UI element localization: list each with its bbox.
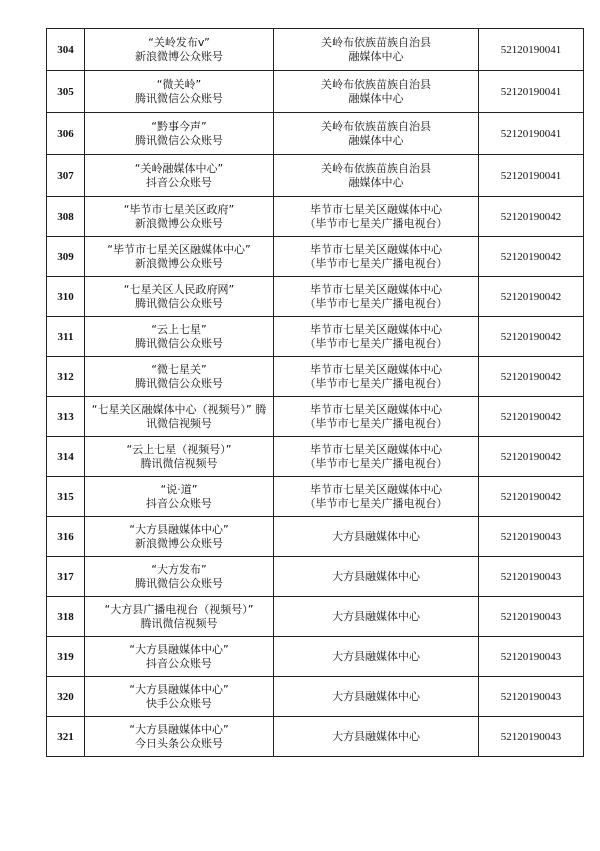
registration-code: 52120190043 xyxy=(479,557,584,597)
registration-code: 52120190042 xyxy=(479,317,584,357)
account-cell xyxy=(85,557,274,597)
row-number: 315 xyxy=(47,477,85,517)
unit-name: 关岭布依族苗族自治县 xyxy=(321,35,431,49)
registration-code: 52120190041 xyxy=(479,113,584,155)
unit-name-sub: （毕节市七星关广播电视台） xyxy=(304,336,448,350)
account-name: “关岭发布v” xyxy=(148,35,210,49)
account-platform: 新浪微博公众账号 xyxy=(135,216,223,230)
account-platform: 新浪微博公众账号 xyxy=(135,256,223,270)
unit-name-sub: （毕节市七星关广播电视台） xyxy=(304,496,448,510)
account-cell xyxy=(85,71,274,113)
account-cell xyxy=(85,597,274,637)
registration-code: 52120190042 xyxy=(479,477,584,517)
registration-code: 52120190041 xyxy=(479,155,584,197)
registration-code: 52120190042 xyxy=(479,237,584,277)
row-number: 305 xyxy=(47,71,85,113)
unit-name-sub: 融媒体中心 xyxy=(348,175,404,189)
row-number: 307 xyxy=(47,155,85,197)
unit-cell xyxy=(274,29,479,71)
unit-name: 大方县融媒体中心 xyxy=(332,729,420,743)
account-cell xyxy=(85,717,274,757)
table-row xyxy=(47,397,584,437)
account-name: “关岭融媒体中心” xyxy=(134,161,224,175)
account-platform: 腾讯微信公众账号 xyxy=(135,376,223,390)
table-row xyxy=(47,637,584,677)
registration-code: 52120190043 xyxy=(479,677,584,717)
account-name: “七星关区融媒体中心（视频号）” xyxy=(91,402,252,416)
account-platform: 快手公众账号 xyxy=(146,696,212,710)
account-name: “大方县融媒体中心” xyxy=(129,522,229,536)
table-row xyxy=(47,477,584,517)
unit-cell xyxy=(274,357,479,397)
unit-cell xyxy=(274,317,479,357)
account-platform: 抖音公众账号 xyxy=(146,656,212,670)
account-cell xyxy=(85,357,274,397)
registry-table xyxy=(46,28,584,757)
unit-name: 毕节市七星关区融媒体中心 xyxy=(310,482,442,496)
account-platform: 新浪微博公众账号 xyxy=(135,536,223,550)
registration-code: 52120190042 xyxy=(479,437,584,477)
unit-name-sub: 融媒体中心 xyxy=(348,49,404,63)
table-row xyxy=(47,237,584,277)
row-number: 317 xyxy=(47,557,85,597)
account-name: “大方县广播电视台（视频号）” xyxy=(104,602,254,616)
table-row xyxy=(47,677,584,717)
account-cell xyxy=(85,397,274,437)
table-row xyxy=(47,557,584,597)
account-name: “黔事今声” xyxy=(151,119,207,133)
row-number: 311 xyxy=(47,317,85,357)
account-name: “微七星关” xyxy=(151,362,207,376)
account-cell xyxy=(85,29,274,71)
unit-name: 大方县融媒体中心 xyxy=(332,609,420,623)
unit-cell xyxy=(274,437,479,477)
row-number: 316 xyxy=(47,517,85,557)
row-number: 304 xyxy=(47,29,85,71)
account-cell xyxy=(85,237,274,277)
account-platform: 腾讯微信公众账号 xyxy=(135,296,223,310)
account-name: “大方县融媒体中心” xyxy=(129,722,229,736)
unit-name: 毕节市七星关区融媒体中心 xyxy=(310,282,442,296)
unit-cell xyxy=(274,717,479,757)
table-row xyxy=(47,597,584,637)
unit-name-sub: （毕节市七星关广播电视台） xyxy=(304,456,448,470)
unit-name: 大方县融媒体中心 xyxy=(332,689,420,703)
table-row xyxy=(47,155,584,197)
row-number: 306 xyxy=(47,113,85,155)
account-platform: 腾讯微信视频号 xyxy=(140,456,218,470)
account-cell xyxy=(85,197,274,237)
registration-code: 52120190042 xyxy=(479,197,584,237)
unit-cell xyxy=(274,557,479,597)
unit-cell xyxy=(274,397,479,437)
row-number: 319 xyxy=(47,637,85,677)
account-name: “大方发布” xyxy=(151,562,207,576)
table-row xyxy=(47,197,584,237)
unit-name-sub: （毕节市七星关广播电视台） xyxy=(304,416,448,430)
account-platform: 今日头条公众账号 xyxy=(135,736,223,750)
registration-code: 52120190043 xyxy=(479,637,584,677)
unit-name: 毕节市七星关区融媒体中心 xyxy=(310,442,442,456)
unit-name: 毕节市七星关区融媒体中心 xyxy=(310,362,442,376)
unit-name: 关岭布依族苗族自治县 xyxy=(321,161,431,175)
account-name: “微关岭” xyxy=(156,77,202,91)
unit-cell xyxy=(274,677,479,717)
unit-cell xyxy=(274,155,479,197)
unit-name-sub: （毕节市七星关广播电视台） xyxy=(304,296,448,310)
table-row xyxy=(47,717,584,757)
unit-name: 毕节市七星关区融媒体中心 xyxy=(310,202,442,216)
row-number: 309 xyxy=(47,237,85,277)
table-row xyxy=(47,277,584,317)
account-platform: 腾讯微信视频号 xyxy=(140,616,218,630)
row-number: 321 xyxy=(47,717,85,757)
account-cell xyxy=(85,677,274,717)
unit-cell xyxy=(274,197,479,237)
unit-name: 大方县融媒体中心 xyxy=(332,529,420,543)
registration-code: 52120190041 xyxy=(479,29,584,71)
account-platform: 抖音公众账号 xyxy=(146,496,212,510)
row-number: 313 xyxy=(47,397,85,437)
unit-cell xyxy=(274,517,479,557)
unit-cell xyxy=(274,477,479,517)
unit-name: 毕节市七星关区融媒体中心 xyxy=(310,242,442,256)
table-row xyxy=(47,29,584,71)
row-number: 318 xyxy=(47,597,85,637)
unit-cell xyxy=(274,597,479,637)
unit-name-sub: （毕节市七星关广播电视台） xyxy=(304,216,448,230)
account-name: “大方县融媒体中心” xyxy=(129,682,229,696)
unit-cell xyxy=(274,237,479,277)
account-platform: 抖音公众账号 xyxy=(146,175,212,189)
account-name: “毕节市七星关区融媒体中心” xyxy=(107,242,251,256)
account-name: “毕节市七星关区政府” xyxy=(123,202,235,216)
registration-code: 52120190042 xyxy=(479,357,584,397)
row-number: 314 xyxy=(47,437,85,477)
row-number: 320 xyxy=(47,677,85,717)
account-name: “云上七星（视频号）” xyxy=(126,442,232,456)
account-platform: 腾讯微信公众账号 xyxy=(135,576,223,590)
unit-cell xyxy=(274,637,479,677)
registration-code: 52120190043 xyxy=(479,717,584,757)
table-row xyxy=(47,517,584,557)
account-name: “云上七星” xyxy=(151,322,207,336)
row-number: 310 xyxy=(47,277,85,317)
account-platform: 腾讯微信公众账号 xyxy=(135,91,223,105)
table-row xyxy=(47,437,584,477)
account-cell xyxy=(85,477,274,517)
account-cell xyxy=(85,277,274,317)
unit-name: 大方县融媒体中心 xyxy=(332,569,420,583)
unit-name-sub: （毕节市七星关广播电视台） xyxy=(304,376,448,390)
account-cell xyxy=(85,155,274,197)
registration-code: 52120190041 xyxy=(479,71,584,113)
unit-name: 大方县融媒体中心 xyxy=(332,649,420,663)
row-number: 308 xyxy=(47,197,85,237)
row-number: 312 xyxy=(47,357,85,397)
account-platform: 腾讯微信公众账号 xyxy=(135,336,223,350)
account-platform: 新浪微博公众账号 xyxy=(135,49,223,63)
account-cell xyxy=(85,113,274,155)
account-cell xyxy=(85,437,274,477)
table-row xyxy=(47,317,584,357)
account-name: “说·道” xyxy=(160,482,198,496)
unit-cell xyxy=(274,113,479,155)
unit-name-sub: 融媒体中心 xyxy=(348,91,404,105)
account-name: “七星关区人民政府网” xyxy=(123,282,235,296)
unit-name: 毕节市七星关区融媒体中心 xyxy=(310,402,442,416)
account-platform: 腾讯微信视频号 xyxy=(146,402,267,430)
unit-name-sub: （毕节市七星关广播电视台） xyxy=(304,256,448,270)
table-row xyxy=(47,71,584,113)
unit-cell xyxy=(274,71,479,113)
registration-code: 52120190042 xyxy=(479,277,584,317)
account-cell xyxy=(85,317,274,357)
registration-code: 52120190043 xyxy=(479,597,584,637)
unit-name: 关岭布依族苗族自治县 xyxy=(321,77,431,91)
account-name: “大方县融媒体中心” xyxy=(129,642,229,656)
unit-name-sub: 融媒体中心 xyxy=(348,133,404,147)
table-row xyxy=(47,357,584,397)
account-platform: 腾讯微信公众账号 xyxy=(135,133,223,147)
unit-name: 关岭布依族苗族自治县 xyxy=(321,119,431,133)
registration-code: 52120190043 xyxy=(479,517,584,557)
account-cell xyxy=(85,637,274,677)
account-cell xyxy=(85,517,274,557)
registration-code: 52120190042 xyxy=(479,397,584,437)
table-row xyxy=(47,113,584,155)
unit-name: 毕节市七星关区融媒体中心 xyxy=(310,322,442,336)
unit-cell xyxy=(274,277,479,317)
